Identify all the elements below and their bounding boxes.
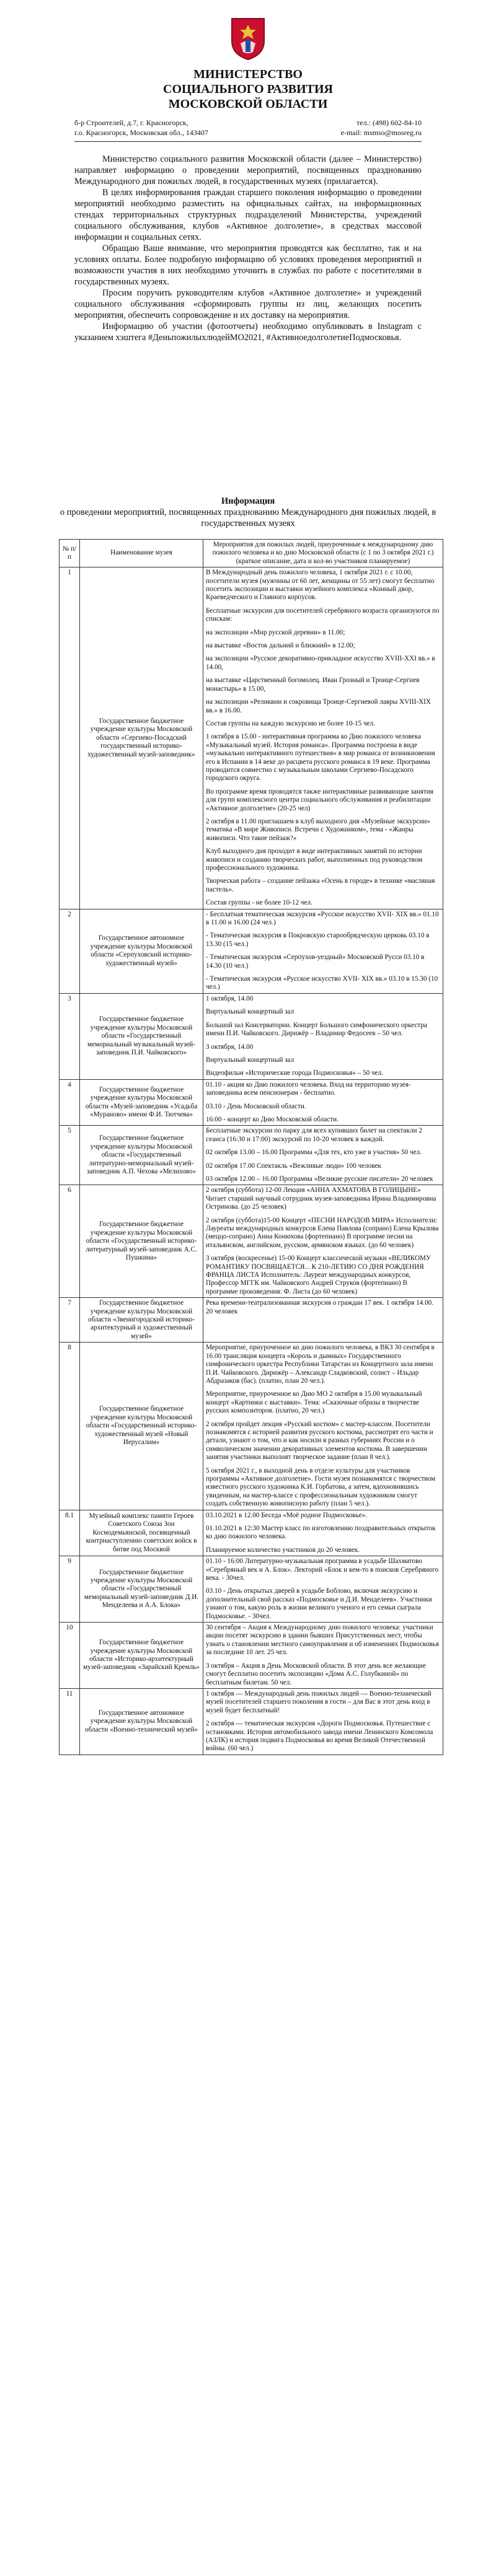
header-divider	[74, 141, 422, 142]
event-paragraph: Большой зал Консерватории. Концерт Большого симфонического оркестра имени П.И. Чайковского. Дирижёр – Владимир Федосеев – 50 чел.	[206, 1021, 427, 1038]
address-line-1: б-р Строителей, д.7, г. Красногорск,	[74, 118, 188, 127]
event-paragraph: Планируемое количество участников до 20 человек.	[206, 1546, 360, 1554]
row-number: 7	[60, 1298, 80, 1343]
row-number: 9	[60, 1556, 80, 1623]
header-events: Мероприятия для пожилых людей, приуроченные к международному дню пожилого человека и ко дню Московской области (с 1 по 3 октября 2021 г.) (краткое описание, дата и кол-во участников планируемое)	[203, 540, 443, 567]
event-paragraph: 2 октября (суббота)15-00 Концерт «ПЕСНИ НАРОДОВ МИРА» Исполнители: Лауреаты международных конкурсов Елена Павлова (сопрано) Елена Крылова (меццо-сопрано) Анна Конюхова (фортепиано) В программе песни на итальянском, английском, русском, армянском языках. (до 60 человек)	[206, 1216, 439, 1249]
event-paragraph: Река времени-театрализованная экскурсия о граждан 17 век. 1 октября 14.00. 20 человек	[206, 1299, 434, 1315]
ministry-line-3: МОСКОВСКОЙ ОБЛАСТИ	[168, 97, 328, 111]
event-paragraph: 03.10.2021 в 12.00 Беседа «Моё родное Подмосковье».	[206, 1511, 368, 1519]
museum-name: Государственное бюджетное учреждение культуры Московской области «Государственный историко-художественный музей «Новый Иерусалим»	[80, 1343, 203, 1510]
museum-name: Государственное бюджетное учреждение культуры Московской области «Государственный историко-литературный музей-заповедник А.С. Пушкина»	[80, 1185, 203, 1298]
table-row	[60, 1623, 443, 1689]
table-header-row	[60, 540, 443, 567]
event-paragraph: 5 октября 2021 г., в выходной день в отделе культуры для участников программы «Активное долголетие». Гости музея познакомятся с творчеством известного русского художника К.И. Горбатова, а затем, вдохновившись увиденным, на мастер-классе с профессиональным художником смогут создать собственную живописную работу (план 5 чел.).	[206, 1466, 435, 1508]
row-number: 11	[60, 1688, 80, 1755]
event-paragraph: 30 сентября – Акция к Международному дню пожилого человека: участники акции посетят экскурсию в здании бывших Присутственных мест, чтобы узнать о становлении местного самоуправления и об изменениях Подмосковья за последние 10 лет. 25 чел.	[206, 1624, 439, 1657]
museum-name: Государственное бюджетное учреждение культуры Московской области «Государственный мемориальный музей-заповедник Д.И. Менделеева и А.А. Блока»	[80, 1556, 203, 1623]
paragraph-2: В целях информирования граждан старшего поколения информацию о проведении мероприятий необходимо разместить на официальных сайтах, на информационных стендах территориальных структурных подразделений Министерства, учреждений социального обслуживания, клубов «Активное долголетие», в средствах массовой информации и социальных сетях.	[74, 188, 422, 242]
event-paragraph: 02 октября 17.00 Спектакль «Вежливые люди» 100 человек	[206, 1162, 381, 1170]
row-number: 4	[60, 1079, 80, 1126]
email-link[interactable]: e-mail: msmso@mosreg.ru	[340, 128, 422, 137]
museum-name: Государственное бюджетное учреждение культуры Московской области «Музей-заповедник «Усадьба «Мураново» имени Ф.И. Тютчева»	[80, 1079, 203, 1126]
events-description	[203, 1126, 443, 1185]
event-paragraph: Видеофильм «Исторические города Подмосковья» – 50 чел.	[206, 1069, 383, 1077]
event-paragraph: 03.10 - День Московской области.	[206, 1102, 306, 1110]
event-paragraph: - Тематическая экскурсия в Покровскую старообрядческую церковь 03.10 в 13.30 (15 чел.)	[206, 932, 430, 948]
info-subtitle: о проведении мероприятий, посвященных празднованию Международного дня пожилых людей, в государственных музеях	[60, 507, 436, 528]
letter-body	[74, 154, 422, 343]
events-description	[203, 1343, 443, 1510]
museum-name: Музейный комплекс памяти Героев Советского Союза Зои Космодемьянской, посвященный контрнаступлению советских войск в битве под Москвой	[80, 1510, 203, 1556]
row-number: 1	[60, 567, 80, 909]
event-paragraph: на экспозиции «Мир русской деревни» в 11.00;	[206, 628, 345, 636]
event-paragraph: 3 октября, 14.00	[206, 1043, 254, 1051]
event-paragraph: 02 октября 13.00 – 16.00 Программа «Для тех, кто уже в участия» 50 чел.	[206, 1149, 422, 1157]
paragraph-1: Министерство социального развития Московской области (далее – Министерство) направляет информацию о проведении мероприятий, посвященных празднованию Международного дня пожилых людей, в государственных музеях (прилагается).	[74, 154, 422, 186]
museum-name: Государственное бюджетное учреждение культуры Московской области «Сергиево-Посадский государственный историко-художественный музей-заповедник»	[80, 567, 203, 909]
event-paragraph: 01.10 - акция ко Дню пожилого человека. Вход на территорию музея-заповедника всем пенсионерам - бесплатно.	[206, 1080, 411, 1097]
event-paragraph: 03 октября 12.00 – 16.00 Программа «Великие русские писатели» 20 человек	[206, 1175, 433, 1183]
table-row	[60, 1510, 443, 1556]
info-title: Информация	[221, 496, 275, 506]
event-paragraph: на выставке «Восток дальний и ближний» в 12.00;	[206, 642, 355, 650]
event-paragraph: Состав группы - не более 10-12 чел.	[206, 899, 312, 907]
event-paragraph: 2 октября — тематическая экскурсия «Дороги Подмосковья. Путешествие с остановками. История автомобильного завода имени Ленинского Комсомола (АЗЛК) и история подвига Подмосковья во время Великой Отечественной войны. (60 чел.)	[206, 1720, 433, 1753]
events-description	[203, 1623, 443, 1689]
ministry-name	[0, 67, 496, 112]
event-paragraph: на экспозиции «Реликвии и сокровища Троице-Сергиевой лавры XVIII-XIX вв.» в 16.00.	[206, 698, 431, 714]
table-row	[60, 1185, 443, 1298]
paragraph-4: Просим поручить руководителям клубов «Активное долголетие» и учреждений социального обслуживания «сформировать группы из лиц, желающих посетить мероприятия, обеспечить сопровождение и их доставку на мероприятия.	[74, 288, 422, 320]
event-paragraph: В Международный день пожилого человека, 1 октября 2021 г. с 10.00, посетители музея (мужчины от 60 лет, женщины от 55 лет) смогут бесплатно посетить экспозиции и выставки музейного комплекса «Конный двор, Краеведческого и Главного корпусов.	[206, 569, 435, 602]
event-paragraph: Клуб выходного дня проходит в виде интерактивных занятий по истории живописи и созданию творческих работ, выполненных под руководством профессионального художника.	[206, 848, 423, 872]
event-paragraph: 3 октября – Акция в День Московской области. В этот день все желающие смогут бесплатно посетить экспозицию «Дома А.С. Голубкиной» по бесплатным билетам. 50 чел.	[206, 1662, 426, 1686]
event-paragraph: 03.10 - День открытых дверей в усадьбе Боблово, включая экскурсию и дополнительный свой рассказ «Подмосковье и Д.И. Менделеев». Участники узнают о том, какую роль в жизни великого ученого и его семьи сыграла Подмосковье. - 30чел.	[206, 1587, 432, 1620]
event-paragraph: 1 октября, 14.00	[206, 994, 254, 1002]
museum-name: Государственное автономное учреждение культуры Московской области «Военно-технический музей»	[80, 1688, 203, 1755]
event-paragraph: Состав группы на каждую экскурсию не более 10-15 чел.	[206, 719, 376, 727]
row-number: 8.1	[60, 1510, 80, 1556]
museum-name: Государственное бюджетное учреждение культуры Московской области «Звенигородский историко-архитектурный и художественный музей»	[80, 1298, 203, 1343]
table-row	[60, 1079, 443, 1126]
event-paragraph: 2 октября в 11.00 приглашаем в клуб выходного дня «Музейные экскурсии» тематика «В мире Живописи. Встречи с Художником», тема - «Жанры живописи. Что такое пейзаж?»	[206, 817, 430, 842]
event-paragraph: 01.10 - 16:00 Литературно-музыкальная программа в усадьбе Шахматово «Серебряный век и А. Блок». Лекторий «Блок и кем-то в поисков Серебряного века. - 30чел.	[206, 1557, 439, 1582]
event-paragraph: Мероприятие, приуроченное ко дню пожилого человека, в ВКЗ 30 сентября в 16.00 трансляция концерта «Король и дымных» Государственного симфонического оркестра Республики Татарстан из Концертного зала имени П.И. Чайковского. Дирижёр – Александр Сладковский, солист – Ильдар Абдразаков (бас). (платно, план 20 чел.).	[206, 1344, 435, 1385]
events-description	[203, 1298, 443, 1343]
event-paragraph: 1 октября — Международный день пожилых людей — Военно-технический музей посетителей старшего поколения в гости – для Вас в этот день вход в музей будет бесплатный!	[206, 1689, 432, 1714]
event-paragraph: - Тематическая экскурсия «Русское искусство XVII- XIX вв.» 03.10 в 15.30 (10 чел.)	[206, 975, 438, 991]
event-paragraph: 3 октября (воскресенье) 15-00 Концерт классической музыки «ВЕЛИКОМУ РОМАНТИКУ ПОСВЯЩАЕТСЯ... К 210-ЛЕТИЮ СО ДНЯ РОЖДЕНИЯ ФРАНЦА ЛИСТА Исполнитель: Лауреат международных конкурсов, Профессор МГГК им. Чайковского Андрей Струков (фортепиано) В программе произведения: Ф. Листа (до 60 человек)	[206, 1255, 431, 1295]
events-description	[203, 567, 443, 909]
museum-name: Государственное бюджетное учреждение культуры Московской области «Государственный мемориальный музыкальный музей-заповедник П.И. Чайковского»	[80, 993, 203, 1079]
coat-of-arms-icon	[229, 16, 267, 61]
table-row	[60, 1298, 443, 1343]
phone: тел.: (498) 602-84-10	[356, 118, 422, 127]
table-row	[60, 909, 443, 993]
events-description	[203, 993, 443, 1079]
event-paragraph: Во программе время проводятся также интерактивные развивающие занятия для групп комплексного центра социального обслуживания и реабилитации «Активное долголетие» (20-25 чел)	[206, 787, 433, 812]
header-museum: Наименование музея	[80, 540, 203, 567]
events-description	[203, 1185, 443, 1298]
table-row	[60, 1688, 443, 1755]
header-number: № п/п	[60, 540, 80, 567]
row-number: 5	[60, 1126, 80, 1185]
table-row	[60, 1343, 443, 1510]
museum-name: Государственное автономное учреждение культуры Московской области «Серпуховский историко-художественный музей»	[80, 909, 203, 993]
event-paragraph: 1 октября в 15.00 - интерактивная программа ко Дню пожилого человека «Музыкальный музей. История романса». Программа построена в виде «музыкально интерактивного путешествия» в мир романса от возникновения его в Испании в 14 веке до расцвета русского романса в 19 веке. Программа проводится совместно с музыкальным школами Сергиево-Посадского городского округа.	[206, 733, 435, 782]
events-table	[59, 539, 443, 1755]
row-number: 8	[60, 1343, 80, 1510]
paragraph-3: Обращаю Ваше внимание, что мероприятия проводятся как бесплатно, так и на условиях оплаты. Более подробную информацию об условиях проведения мероприятий и возможности участия в них необходимо уточнить в службах по работе с посетителями в государственных музеях.	[74, 243, 422, 287]
event-paragraph: Творческая работа – создание пейзажа «Осень в городе» в технике «масляная пастель».	[206, 877, 435, 893]
museum-name: Государственное бюджетное учреждение культуры Московской области «Государственный литературно-мемориальный музей-заповедник А.П. Чехова «Мелихово»	[80, 1126, 203, 1185]
event-paragraph: Виртуальный концертный зал	[206, 1056, 294, 1064]
events-description	[203, 1556, 443, 1623]
table-row	[60, 1126, 443, 1185]
info-heading	[50, 496, 446, 529]
event-paragraph: на экспозиции «Русское декоративно-прикладное искусство XVIII-XXI вв.» в 14.00,	[206, 655, 435, 671]
address-line-2: г.о. Красногорск, Московская обл., 143407	[74, 128, 208, 137]
event-paragraph: Виртуальный концертный зал	[206, 1008, 294, 1016]
events-description	[203, 1688, 443, 1755]
event-paragraph: на выставке «Царственный богомолец. Иван Грозный и Троице-Сергиев монастырь» в 15.00,	[206, 677, 420, 693]
event-paragraph: Мероприятие, приуроченное ко Дню МО 2 октября в 15.00 музыкальный концерт «Картинки с выставки». Тема: «Сказочные образы в творчестве русских композиторов. (платно, 20 чел.)	[206, 1390, 422, 1415]
paragraph-5: Информацию об участии (фотоотчеты) необходимо опубликовать в Instagram с указанием хэштега #ДеньпожилыхлюдейМО2021, #АктивноедолголетиеПодмосковья.	[74, 322, 422, 343]
ministry-line-1: МИНИСТЕРСТВО	[193, 68, 303, 81]
row-number: 6	[60, 1185, 80, 1298]
table-row	[60, 567, 443, 909]
event-paragraph: Бесплатные экскурсии для посетителей серебряного возраста организуются по спискам:	[206, 607, 440, 623]
event-paragraph: 01.10.2021 в 12:30 Мастер класс по изготовлению поздравительных открыток ко дню пожилого человека.	[206, 1525, 436, 1541]
row-number: 2	[60, 909, 80, 993]
events-description	[203, 909, 443, 993]
museum-name: Государственное бюджетное учреждение культуры Московской области «Историко-архитектурный музей-заповедник «Зарайский Кремль»	[80, 1623, 203, 1689]
event-paragraph: 2 октября пройдет лекция «Русский костюм» с мастер-классом. Посетители познакомятся с историей развития русского костюма, рассмотрят его части и детали, узнают о том, что и как носили в разных губерниях России и о символическом значении декоративных элементов костюма. В завершении занятия участники выполнят творческое задание (план 8 чел.).	[206, 1420, 433, 1461]
table-row	[60, 993, 443, 1079]
row-number: 3	[60, 993, 80, 1079]
event-paragraph: - Бесплатная тематическая экскурсия «Русское искусство XVII- XIX вв.» 01.10 в 11.00 и 16.00 (24 чел.)	[206, 910, 439, 927]
event-paragraph: - Тематическая экскурсия «Серпухов-уездный» Московской Русси 03.10 в 14.30 (10 чел.)	[206, 953, 425, 970]
table-row	[60, 1556, 443, 1623]
event-paragraph: 2 октября (суббота) 12-00 Лекция «АННА АХМАТОВА В ГОЛИЦЫНЕ» Читает старший научный сотрудник музея-заповедника Ирина Владимировна Остринова. (до 25 человек)	[206, 1186, 436, 1211]
ministry-line-2: СОЦИАЛЬНОГО РАЗВИТИЯ	[163, 82, 333, 96]
event-paragraph: 16:00 - концерт ко Дню Московской области.	[206, 1115, 339, 1123]
events-description	[203, 1510, 443, 1556]
event-paragraph: Бесплатные экскурсии по парку для всех купивших билет на спектакли 2 сеанса (16:30 и 17:00) экскурсий по 10-20 человек в каждой.	[206, 1127, 422, 1143]
events-description	[203, 1079, 443, 1126]
row-number: 10	[60, 1623, 80, 1689]
